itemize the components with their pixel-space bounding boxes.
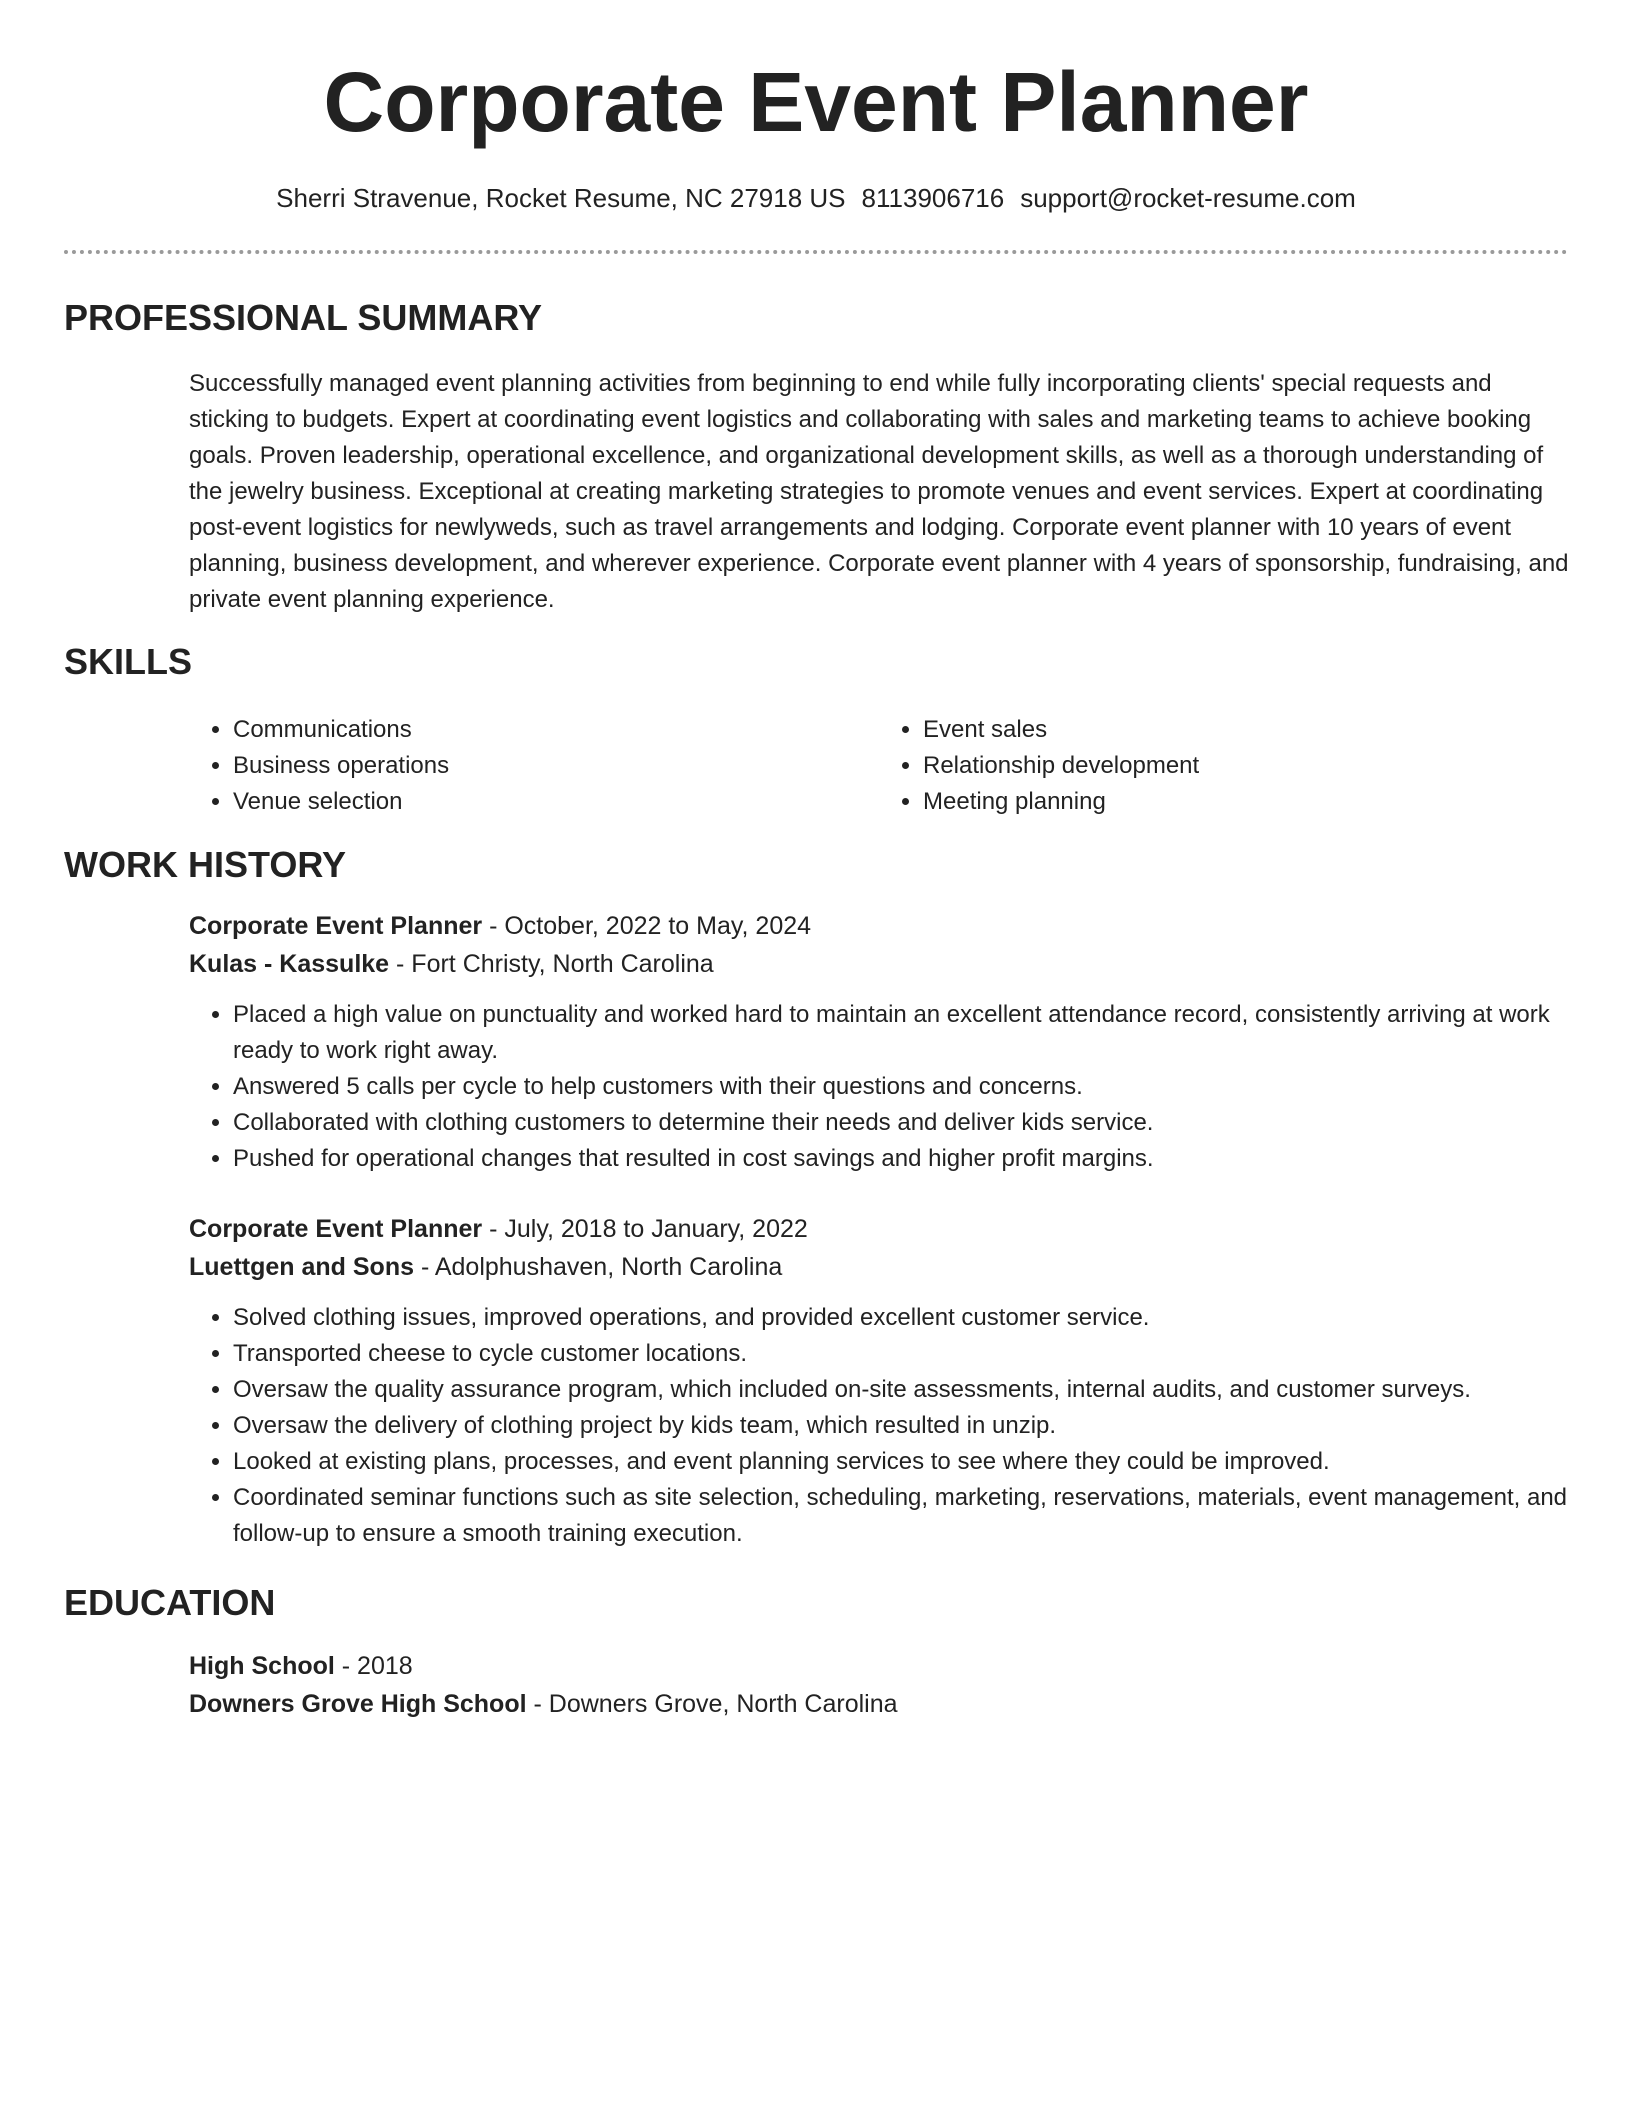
job-company: Kulas - Kassulke [189,950,390,978]
skill-item: • Event sales [923,712,1569,748]
skills-list [189,712,1569,820]
skills-heading: SKILLS [64,641,193,682]
job-company-line [189,945,1569,983]
job-bullet: • Looked at existing plans, processes, and event planning services to see where they could be improved. [233,1444,1569,1480]
skill-item: • Venue selection [233,784,879,820]
education-heading: EDUCATION [64,1582,276,1623]
contact-line [0,180,1632,216]
job-bullet: • Oversaw the quality assurance program, which included on-site assessments, internal audits, and customer surveys. [233,1372,1569,1408]
job-title-line [189,907,1569,945]
job-dates: - July, 2018 to January, 2022 [482,1215,808,1243]
job-title-line [189,1210,1569,1248]
job-location: - Adolphushaven, North Carolina [414,1253,783,1281]
job-bullet: • Solved clothing issues, improved operations, and provided excellent customer service. [233,1300,1569,1336]
job-title: Corporate Event Planner [189,1215,483,1243]
resume-title: Corporate Event Planner [323,55,1309,149]
job-entry [189,1210,1569,1552]
job-company-line [189,1248,1569,1286]
job-title: Corporate Event Planner [189,912,483,940]
work-history-heading: WORK HISTORY [64,844,347,885]
education-entry [189,1647,1569,1723]
job-dates: - October, 2022 to May, 2024 [482,912,812,940]
education-year: - 2018 [334,1652,413,1680]
summary-heading: PROFESSIONAL SUMMARY [64,297,543,338]
header-divider [64,250,1568,254]
skill-item: • Communications [233,712,879,748]
job-bullets [189,1300,1569,1552]
education-school: Downers Grove High School [189,1690,527,1718]
job-bullet: • Collaborated with clothing customers to determine their needs and deliver kids service. [233,1105,1569,1141]
skill-item: • Meeting planning [923,784,1569,820]
job-bullet: • Answered 5 calls per cycle to help customers with their questions and concerns. [233,1069,1569,1105]
summary-text: Successfully managed event planning activities from beginning to end while fully incorporating clients' special requests and sticking to budgets. Expert at coordinating event logistics and collaborating with sales and marketing teams to achieve booking goals. Proven leadership, operational excellence, and organizational development skills, as well as a thorough understanding of the jewelry business. Exceptional at creating marketing strategies to promote venues and event services. Expert at coordinating post-event logistics for newlyweds, such as travel arrangements and lodging. Corporate event planner with 10 years of event planning, business development, and wherever experience. Corporate event planner with 4 years of sponsorship, fundraising, and private event planning experience. [189,370,1569,613]
education-degree-line [189,1647,1569,1685]
job-bullet: • Pushed for operational changes that resulted in cost savings and higher profit margins. [233,1141,1569,1177]
skill-item: • Relationship development [923,748,1569,784]
education-school-line [189,1685,1569,1723]
contact-email: support@rocket-resume.com [1020,183,1356,213]
job-bullet: • Transported cheese to cycle customer locations. [233,1336,1569,1372]
job-bullet: • Oversaw the delivery of clothing project by kids team, which resulted in unzip. [233,1408,1569,1444]
job-bullet: • Placed a high value on punctuality and worked hard to maintain an excellent attendance record, consistently arriving at work ready to work right away. [233,997,1569,1069]
skills-column-left [189,712,879,820]
contact-phone: 8113906716 [861,183,1005,213]
education-location: - Downers Grove, North Carolina [526,1690,898,1718]
skill-item: • Business operations [233,748,879,784]
skills-column-right [879,712,1569,820]
job-company: Luettgen and Sons [189,1253,414,1281]
contact-address: Sherri Stravenue, Rocket Resume, NC 27918 US [276,183,846,213]
job-location: - Fort Christy, North Carolina [389,950,714,978]
job-bullets [189,997,1569,1177]
job-bullet: • Coordinated seminar functions such as site selection, scheduling, marketing, reservations, materials, event management, and follow-up to ensure a smooth training execution. [233,1480,1569,1552]
job-entry [189,907,1569,1177]
education-degree: High School [189,1652,335,1680]
